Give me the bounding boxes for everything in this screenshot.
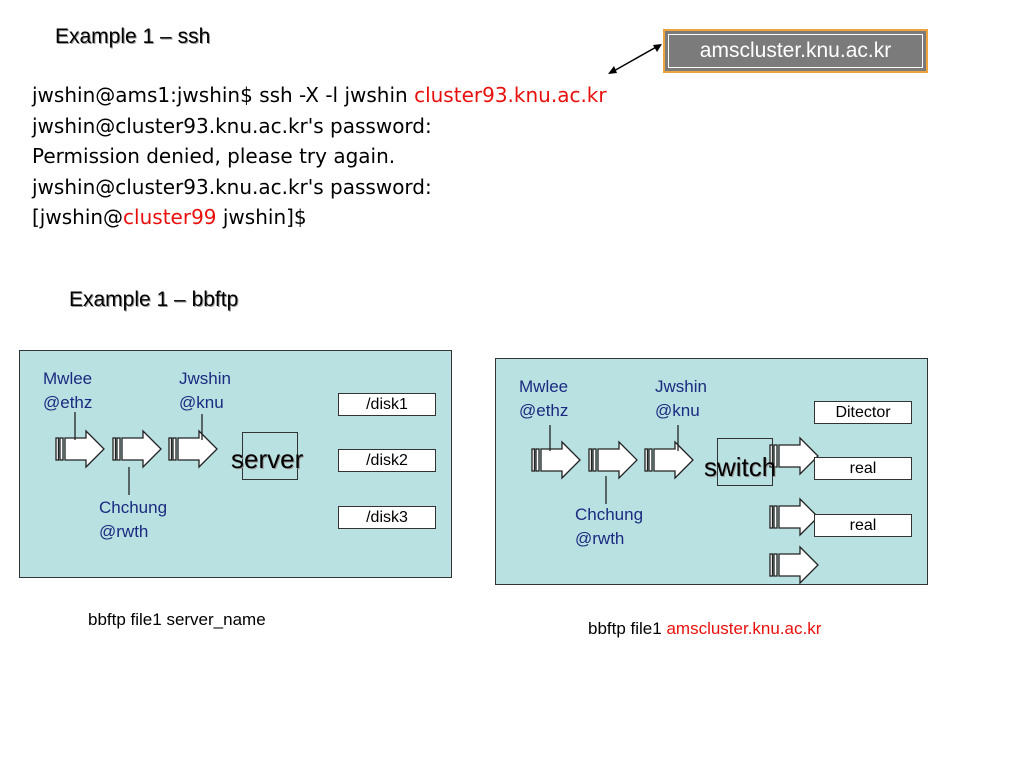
user-mwlee [43, 367, 92, 415]
caption-host: amscluster.knu.ac.kr [666, 619, 822, 638]
block-arrow-icon [770, 499, 818, 535]
user-site: @rwth [99, 522, 149, 541]
user-name: Chchung [99, 498, 168, 517]
disk-box: /disk3 [338, 506, 436, 529]
terminal-line-2: jwshin@cluster93.knu.ac.kr's password: [32, 113, 432, 138]
double-arrow-icon [600, 38, 670, 80]
disk-box: /disk2 [338, 449, 436, 472]
user-site: @knu [179, 393, 224, 412]
user-chchung [575, 503, 643, 551]
ssh-heading: Example 1 – ssh [55, 25, 211, 48]
user-name: Mwlee [43, 369, 93, 388]
bbftp-heading: Example 1 – bbftp [69, 288, 239, 311]
user-name: Jwshin [655, 377, 707, 396]
block-arrow-icon [589, 442, 637, 478]
user-site: @ethz [519, 401, 569, 420]
prompt-suffix: jwshin]$ [216, 205, 307, 229]
switch-diagram-caption [588, 619, 821, 639]
ssh-target-host: cluster93.knu.ac.kr [414, 83, 607, 107]
user-name: Mwlee [519, 377, 569, 396]
amscluster-host-label: amscluster.knu.ac.kr [668, 34, 923, 68]
real-server-box: real [814, 457, 912, 480]
user-site: @ethz [43, 393, 93, 412]
terminal-line-3: Permission denied, please try again. [32, 144, 396, 168]
block-arrow-icon [645, 442, 693, 478]
terminal-line-5 [32, 202, 607, 233]
prompt-host: cluster99 [123, 205, 217, 229]
user-chchung [99, 496, 167, 544]
caption-command: bbftp file1 [588, 619, 667, 638]
user-name: Chchung [575, 505, 644, 524]
user-jwshin [179, 367, 231, 415]
user-site: @knu [655, 401, 700, 420]
server-node-label: server [231, 444, 304, 474]
switch-node-label: switch [704, 452, 777, 482]
user-mwlee [519, 375, 568, 423]
terminal-line-1 [32, 80, 607, 111]
user-jwshin [655, 375, 707, 423]
block-arrow-icon [169, 431, 217, 467]
terminal-transcript [32, 80, 607, 233]
director-box: Ditector [814, 401, 912, 424]
user-name: Jwshin [179, 369, 231, 388]
real-server-box: real [814, 514, 912, 537]
server-diagram-caption: bbftp file1 server_name [88, 610, 266, 629]
block-arrow-icon [56, 431, 104, 467]
amscluster-host-box [663, 29, 928, 73]
block-arrow-icon [770, 438, 818, 474]
block-arrow-icon [113, 431, 161, 467]
ssh-command: jwshin@ams1:jwshin$ ssh -X -l jwshin [32, 83, 415, 107]
terminal-line-4: jwshin@cluster93.knu.ac.kr's password: [32, 174, 432, 199]
block-arrow-icon [532, 442, 580, 478]
disk-box: /disk1 [338, 393, 436, 416]
user-site: @rwth [575, 529, 625, 548]
block-arrow-icon [770, 547, 818, 583]
prompt-prefix: [jwshin@ [32, 205, 124, 229]
